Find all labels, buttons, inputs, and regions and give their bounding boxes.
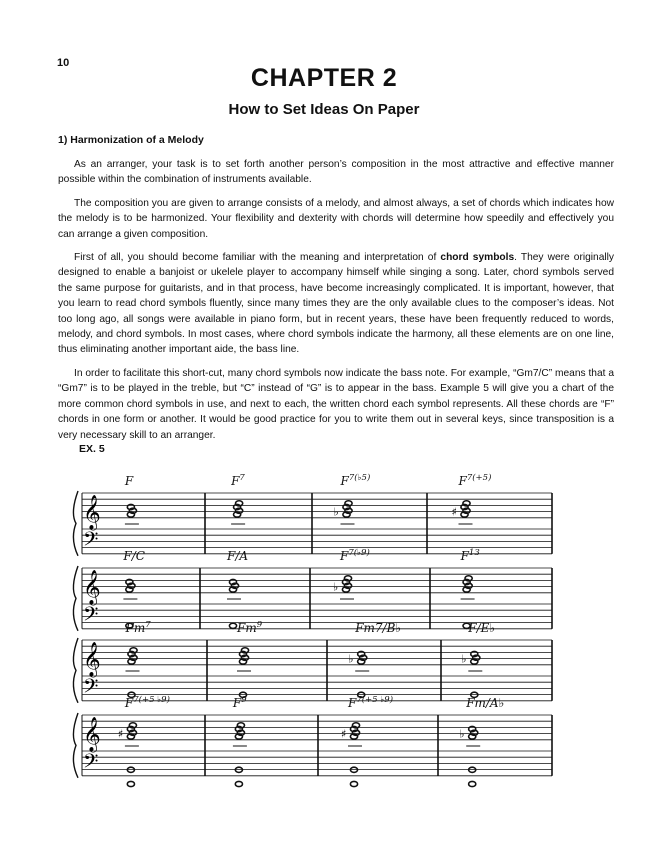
chord-symbol: $F^{7(♭9)}$ xyxy=(340,548,370,563)
paragraph-3-text-a: First of all, you should become familiar with the meaning and interpretation of xyxy=(74,252,441,263)
chord-symbol: $F^{7(+5 ♭9)}$ xyxy=(124,695,170,710)
bass-clef-icon: 𝄢 xyxy=(83,749,99,778)
note-head xyxy=(236,501,243,506)
flat-icon: ♭ xyxy=(461,652,467,666)
note-head xyxy=(465,576,472,581)
bass-clef-icon: 𝄢 xyxy=(83,674,99,703)
paragraph-3-text-b: . They were originally designed to enable a banjoist or ukelele player to accompany himself while singing a song. Later, chord symbols served the same purpose for guitarists, and in that process, have become increasingly complicated. It is important, however, that you learn to read chord symbols fluently, since many times they are the only available clues to the composer’s ideas. Not too long ago, all songs were available in piano form, but in recent years, these have been frequently reduced to words, melody, and chord symbols. In most cases, where chord symbols indicate the harmony, all these elements are on one line, thus eliminating another important aide, the bass line. xyxy=(58,252,615,356)
note-head xyxy=(130,648,137,653)
note-head xyxy=(463,501,470,506)
chord-symbol: F/E♭ xyxy=(468,621,496,635)
note-head xyxy=(358,651,365,656)
bass-clef-icon: 𝄢 xyxy=(83,527,99,556)
note-head xyxy=(469,726,476,731)
page-number: 10 xyxy=(57,57,70,69)
system-2 xyxy=(73,547,552,631)
brace xyxy=(73,491,78,556)
sharp-icon: ♯ xyxy=(117,727,124,741)
note-head xyxy=(237,723,244,728)
chord-symbol: $F^{7(+5)}$ xyxy=(458,473,492,488)
chapter-title: CHAPTER 2 xyxy=(250,64,398,92)
note-head xyxy=(471,651,478,656)
note-head xyxy=(352,723,359,728)
chord-symbol: $F^{7(+5 ♭9)}$ xyxy=(348,695,394,710)
chord-symbol: $F^9$ xyxy=(232,695,247,710)
note-head xyxy=(229,579,236,584)
note-head xyxy=(344,576,351,581)
treble-clef-icon: 𝄞 xyxy=(83,569,101,605)
bass-note-head xyxy=(127,781,134,786)
flat-icon: ♭ xyxy=(348,652,354,666)
chord-symbol: Fm$^7$ xyxy=(125,620,151,635)
sharp-icon: ♯ xyxy=(451,505,457,519)
treble-clef-icon: 𝄞 xyxy=(83,641,101,677)
paragraph-1: As an arranger, your task is to set forth another person’s composition in the most attractive and effective manner possible within the combination of instruments available. xyxy=(58,159,614,186)
paragraph-2: The composition you are given to arrange consists of a melody, and almost always, a set of chords which indicates how the melody is to be harmonized. Your flexibility and dexterity with chords will determine how speedily and effectively you can arrange a given composition. xyxy=(58,198,614,240)
note-head xyxy=(345,501,352,506)
chord-symbols-term: chord symbols xyxy=(440,252,515,263)
brace xyxy=(73,566,78,631)
chord-symbol: F/A xyxy=(227,549,249,563)
note-head xyxy=(126,579,133,584)
flat-icon: ♭ xyxy=(459,727,465,741)
brace xyxy=(73,713,78,778)
example-label: EX. 5 xyxy=(79,443,105,455)
chord-symbol: Fm7/B♭ xyxy=(355,621,402,635)
chord-symbol: Fm/A♭ xyxy=(466,696,505,710)
chord-symbol: F xyxy=(124,474,134,488)
chord-symbol: $F^{13}$ xyxy=(460,548,480,563)
note-head xyxy=(129,723,136,728)
chord-symbol: $F^7$ xyxy=(231,473,245,488)
chord-symbol: F/C xyxy=(123,549,145,563)
sharp-icon: ♯ xyxy=(341,727,347,741)
chord-symbol: $F^{7(♭5)}$ xyxy=(340,473,371,488)
bass-note-head xyxy=(350,781,357,786)
bass-note-head xyxy=(235,781,242,786)
system-4 xyxy=(73,694,552,787)
treble-clef-icon: 𝄞 xyxy=(83,716,101,752)
system-1 xyxy=(73,472,552,556)
treble-clef-icon: 𝄞 xyxy=(83,494,101,530)
note-head xyxy=(127,504,134,509)
bass-clef-icon: 𝄢 xyxy=(83,602,99,631)
note-head xyxy=(241,648,248,653)
bass-note-head xyxy=(229,623,236,628)
system-3 xyxy=(73,620,552,703)
flat-icon: ♭ xyxy=(333,505,339,519)
flat-icon: ♭ xyxy=(333,580,339,594)
brace xyxy=(73,638,78,703)
section-heading: 1) Harmonization of a Melody xyxy=(58,134,204,146)
chapter-subtitle: How to Set Ideas On Paper xyxy=(228,101,420,118)
bass-note-head xyxy=(469,781,476,786)
chord-symbol: Fm$^9$ xyxy=(237,620,263,635)
paragraph-4: In order to facilitate this short-cut, many chord symbols now indicate the bass note. For example, “Gm7/C” means that a “Gm7” is to be played in the treble, but “C” instead of “G” is to appear in the bass. Example 5 will give you a chart of the more common chord symbols in use, and next to each, the written chord each symbol represents. All these chords are “F” chords in one form or another. It would be good practice for you to write them out in several keys, since transposition is a very necessary skill to an arranger. xyxy=(58,368,614,441)
